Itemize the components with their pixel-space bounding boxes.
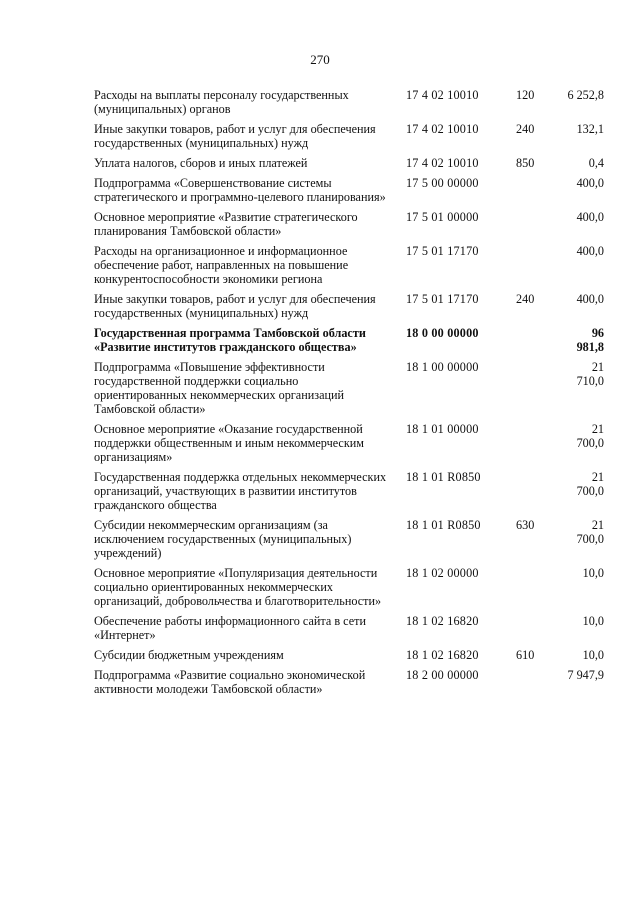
table-row [94, 292, 614, 320]
row-expense-type [506, 566, 562, 608]
table-row [94, 122, 614, 150]
row-name: Подпрограмма «Повышение эффективности государственной поддержки социально ориентированных некоммерческих организаций Тамбовской области» [94, 360, 345, 416]
row-name: Подпрограмма «Совершенствование системы стратегического и программно-целевого планирования» [94, 176, 386, 204]
row-code: 17 5 01 00000 [406, 210, 479, 224]
table-row [94, 422, 614, 464]
table-row [94, 648, 614, 662]
row-expense-type [506, 668, 562, 696]
table-row [94, 244, 614, 286]
row-expense-type: 240 [516, 122, 535, 136]
table-row [94, 360, 614, 416]
row-expense-type [506, 244, 562, 286]
table-row [94, 88, 614, 116]
row-name: Основное мероприятие «Развитие стратегического планирования Тамбовской области» [94, 210, 358, 238]
row-expense-type [506, 360, 562, 416]
row-expense-type: 850 [516, 156, 535, 170]
row-code: 17 5 00 00000 [406, 176, 479, 190]
row-name: Основное мероприятие «Популяризация деятельности социально ориентированных некоммерческих организаций, добровольчества и благотворительности» [94, 566, 382, 608]
row-name: Государственная программа Тамбовской области «Развитие институтов гражданского общества» [94, 326, 366, 354]
row-amount: 6 252,8 [567, 88, 604, 102]
table-row [94, 518, 614, 560]
row-amount: 21 710,0 [576, 360, 604, 388]
table-row [94, 326, 614, 354]
row-amount: 400,0 [576, 176, 604, 190]
row-amount: 21 700,0 [576, 518, 604, 546]
row-amount: 21 700,0 [576, 422, 604, 450]
table-row [94, 156, 614, 170]
row-expense-type: 610 [516, 648, 535, 662]
row-amount: 96 981,8 [576, 326, 604, 354]
row-code: 17 4 02 10010 [406, 122, 479, 136]
row-name: Расходы на выплаты персоналу государственных (муниципальных) органов [94, 88, 349, 116]
row-expense-type [506, 326, 562, 354]
row-expense-type: 120 [516, 88, 535, 102]
table-row [94, 566, 614, 608]
row-code: 17 4 02 10010 [406, 88, 479, 102]
row-code: 17 4 02 10010 [406, 156, 479, 170]
row-code: 18 1 01 R0850 [406, 470, 481, 484]
row-expense-type: 630 [516, 518, 535, 532]
row-amount: 21 700,0 [576, 470, 604, 498]
row-code: 18 1 01 R0850 [406, 518, 481, 532]
table-row [94, 210, 614, 238]
row-expense-type [506, 210, 562, 238]
row-amount: 10,0 [582, 614, 604, 628]
row-code: 18 2 00 00000 [406, 668, 479, 682]
row-name: Субсидии некоммерческим организациям (за исключением государственных (муниципальных) учреждений) [94, 518, 352, 560]
row-amount: 132,1 [576, 122, 604, 136]
table-row [94, 668, 614, 696]
row-name: Основное мероприятие «Оказание государственной поддержки общественным и иным некоммерческим организациям» [94, 422, 364, 464]
row-expense-type [506, 176, 562, 204]
row-name: Обеспечение работы информационного сайта в сети «Интернет» [94, 614, 366, 642]
row-name: Государственная поддержка отдельных некоммерческих организаций, участвующих в развитии институтов гражданского общества [94, 470, 387, 512]
row-code: 18 1 01 00000 [406, 422, 479, 436]
row-amount: 400,0 [576, 210, 604, 224]
table-row [94, 176, 614, 204]
row-expense-type: 240 [516, 292, 535, 306]
table-row [94, 470, 614, 512]
row-code: 18 1 02 16820 [406, 614, 479, 628]
row-name: Субсидии бюджетным учреждениям [94, 648, 284, 662]
row-code: 17 5 01 17170 [406, 292, 479, 306]
row-code: 18 1 00 00000 [406, 360, 479, 374]
row-code: 17 5 01 17170 [406, 244, 479, 258]
row-expense-type [506, 614, 562, 642]
row-name: Расходы на организационное и информационное обеспечение работ, направленных на повышение конкурентоспособности экономики региона [94, 244, 349, 286]
budget-table [94, 88, 614, 702]
row-name: Подпрограмма «Развитие социально экономической активности молодежи Тамбовской области» [94, 668, 366, 696]
page-number: 270 [310, 52, 330, 67]
row-amount: 7 947,9 [567, 668, 604, 682]
row-amount: 400,0 [576, 292, 604, 306]
row-code: 18 0 00 00000 [406, 326, 479, 340]
row-amount: 10,0 [582, 566, 604, 580]
row-amount: 0,4 [588, 156, 604, 170]
row-amount: 400,0 [576, 244, 604, 258]
row-expense-type [506, 422, 562, 464]
row-name: Иные закупки товаров, работ и услуг для обеспечения государственных (муниципальных) нужд [94, 122, 376, 150]
row-code: 18 1 02 00000 [406, 566, 479, 580]
row-amount: 10,0 [582, 648, 604, 662]
row-name: Уплата налогов, сборов и иных платежей [94, 156, 308, 170]
row-name: Иные закупки товаров, работ и услуг для обеспечения государственных (муниципальных) нужд [94, 292, 376, 320]
row-code: 18 1 02 16820 [406, 648, 479, 662]
table-row [94, 614, 614, 642]
row-expense-type [506, 470, 562, 512]
